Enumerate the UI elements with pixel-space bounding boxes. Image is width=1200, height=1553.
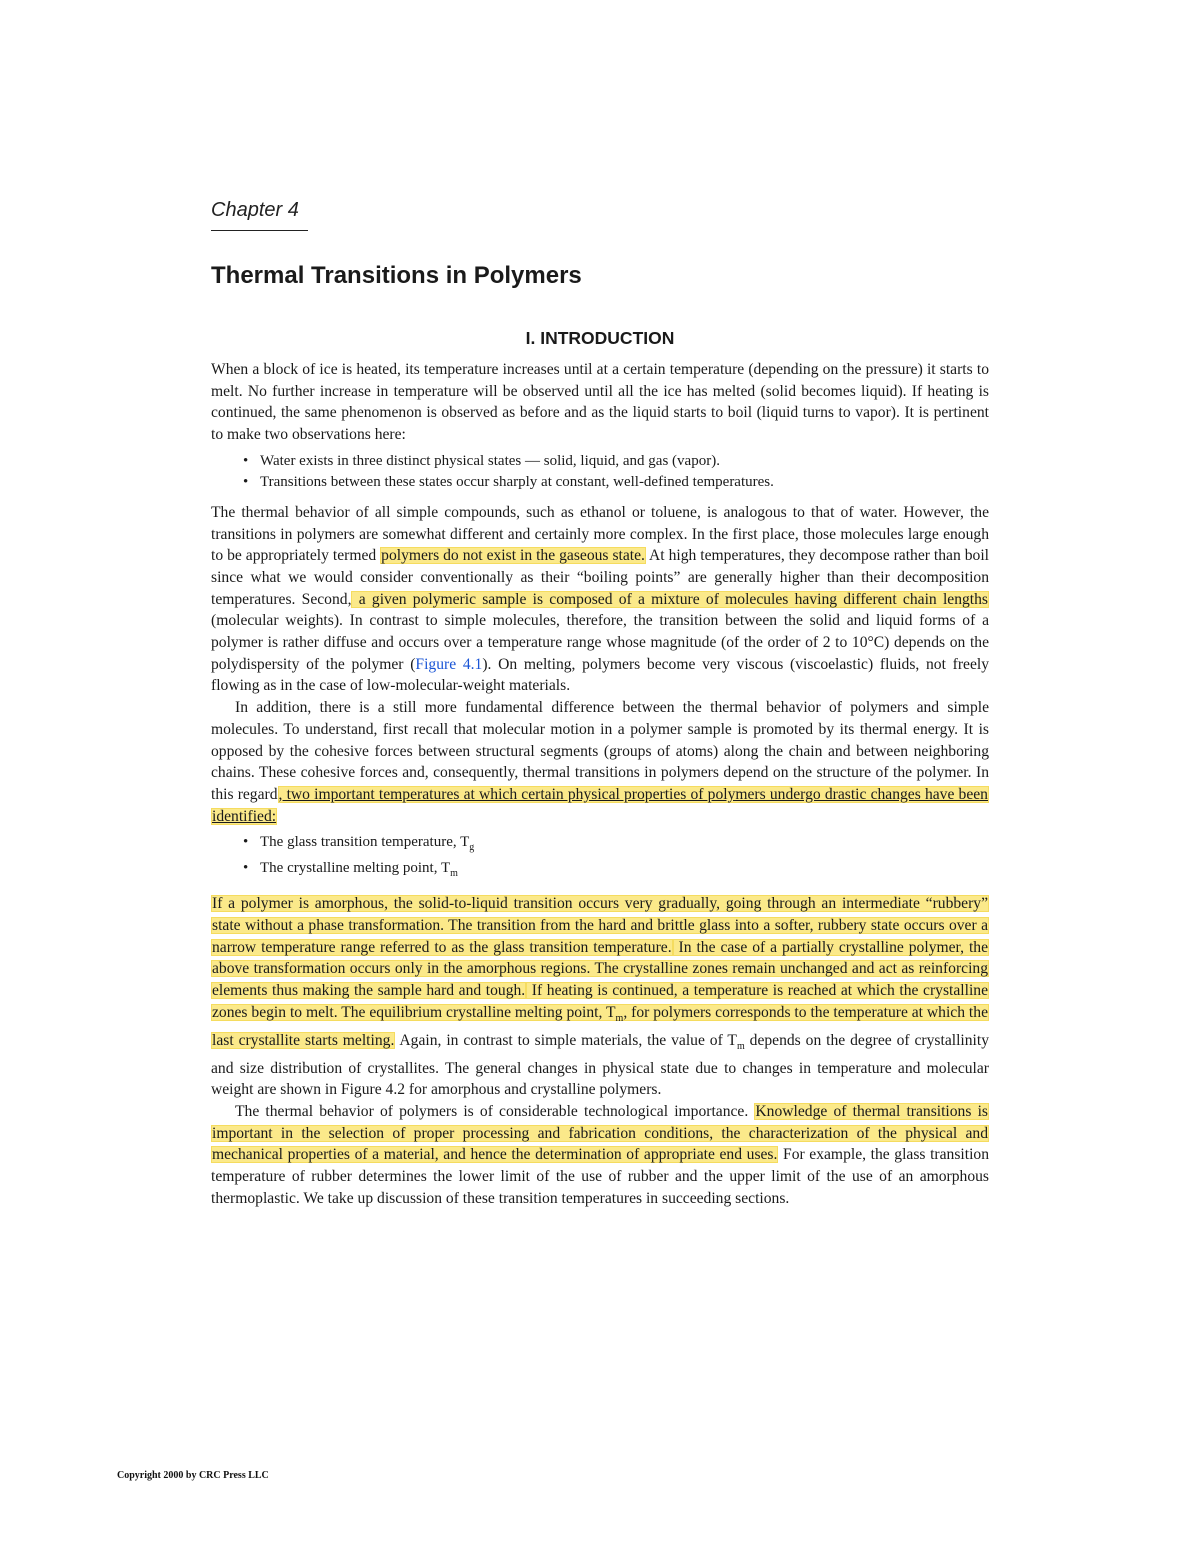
- highlight: a given polymeric sample is composed of a mixture of molecules having different chain lengths: [352, 590, 988, 608]
- bullet-item: • The crystalline melting point, $T_m$: [243, 858, 989, 884]
- paragraph-3: In addition, there is a still more fundamental difference between the thermal behavior of polymers and simple molecules. To understand, first recall that molecular motion in a polymer sample is promoted by its thermal energy. It is opposed by the cohesive forces between structural segments (groups of atoms) along the chain and between neighboring chains. These cohesive forces and, consequently, thermal transitions in polymers depend on the structure of the polymer. In this regard, two important temperatures at which certain physical properties of polymers undergo drastic changes have been identified:: [211, 699, 989, 825]
- bullet-item: • Water exists in three distinct physical states — solid, liquid, and gas (vapor).: [243, 451, 989, 472]
- paragraph-5: The thermal behavior of polymers is of considerable technological importance. Knowledge of thermal transitions is important in the selection of proper processing and fabrication conditions, the characterization of the physical and mechanical properties of a material, and hence the determination of appropriate end uses. For example, the glass transition temperature of rubber determines the lower limit of the use of rubber and the upper limit of the use of an amorphous thermoplastic. We take up discussion of these transition temperatures in succeeding sections.: [211, 1102, 989, 1207]
- paragraph-4: If a polymer is amorphous, the solid-to-liquid transition occurs very gradually, going through an intermediate “rubbery” state without a phase transformation. The transition from the hard and brittle glass into a softer, rubbery state occurs over a narrow temperature range referred to as the glass transition temperature. In the case of a partially crystalline polymer, the above transformation occurs only in the amorphous regions. The crystalline zones remain unchanged and act as reinforcing elements thus making the sample hard and tough. If heating is continued, a temperature is reached at which the crystalline zones begin to melt. The equilibrium crystalline melting point, $T_m$, for polymers corresponds to the temperature at which the last crystallite starts melting. Again, in contrast to simple materials, the value of $T_m$ depends on the degree of crystallinity and size distribution of crystallites. The general changes in physical state due to changes in temperature and molecular weight are shown in Figure 4.2 for amorphous and crystalline polymers.: [211, 895, 989, 1099]
- highlight: If heating is continued, a temperature is reached at which the crystalline zones begin to melt. The equilibrium crystalline melting point, $T_m$, for polymers corresponds to the temperature at which the last crystallite starts melting.: [212, 982, 988, 1049]
- bullet-list-states: [243, 451, 989, 493]
- copyright-notice: Copyright 2000 by CRC Press LLC: [117, 1470, 269, 1481]
- section-heading: I. INTRODUCTION: [525, 328, 675, 348]
- body-text: [211, 359, 989, 1209]
- chapter-label: Chapter 4: [211, 199, 299, 221]
- paragraph-1: When a block of ice is heated, its temperature increases until at a certain temperature (depending on the pressure) it starts to melt. No further increase in temperature will be observed until all the ice has melted (solid becomes liquid). If heating is continued, the same phenomenon is observed as before and as the liquid starts to boil (liquid turns to vapor). It is pertinent to make two observations here:: [211, 361, 989, 444]
- bullet-item: • The glass transition temperature, $T_g$: [243, 832, 989, 858]
- highlight: polymers do not exist in the gaseous state.: [381, 547, 645, 565]
- highlight: Knowledge of thermal transitions is important in the selection of proper processing and fabrication conditions, the characterization of the physical and mechanical properties of a material, and hence the determination of appropriate end uses.: [212, 1102, 988, 1164]
- figure-link[interactable]: Figure 4.1: [415, 655, 483, 673]
- highlight: In the case of a partially crystalline polymer, the above transformation occurs only in the amorphous regions. The crystalline zones remain unchanged and act as reinforcing elements thus making the sample hard and tough.: [212, 938, 988, 1000]
- bullet-list-temperatures: [243, 832, 989, 884]
- highlight: If a polymer is amorphous, the solid-to-liquid transition occurs very gradually, going through an intermediate “rubbery” state without a phase transformation. The transition from the hard and brittle glass into a softer, rubbery state occurs over a narrow temperature range referred to as the glass transition temperature.: [212, 895, 988, 956]
- bullet-item: • Transitions between these states occur sharply at constant, well-defined temperatures.: [243, 472, 989, 493]
- highlight: , two important temperatures at which certain physical properties of polymers undergo drastic changes have been identified:: [212, 785, 988, 825]
- chapter-underline: [211, 230, 308, 231]
- chapter-title: Thermal Transitions in Polymers: [211, 262, 582, 289]
- paragraph-2: The thermal behavior of all simple compounds, such as ethanol or toluene, is analogous to that of water. However, the transitions in polymers are somewhat different and certainly more complex. In the first place, those molecules large enough to be appropriately termed polymers do not exist in the gaseous state. At high temperatures, they decompose rather than boil since what we would consider conventionally as their “boiling points” are generally higher than their decomposition temperatures. Second, a given polymeric sample is composed of a mixture of molecules having different chain lengths (molecular weights). In contrast to simple molecules, therefore, the transition between the solid and liquid forms of a polymer is rather diffuse and occurs over a temperature range whose magnitude (of the order of 2 to 10°C) depends on the polydispersity of the polymer (Figure 4.1). On melting, polymers become very viscous (viscoelastic) fluids, not freely flowing as in the case of low-molecular-weight materials.: [211, 503, 989, 695]
